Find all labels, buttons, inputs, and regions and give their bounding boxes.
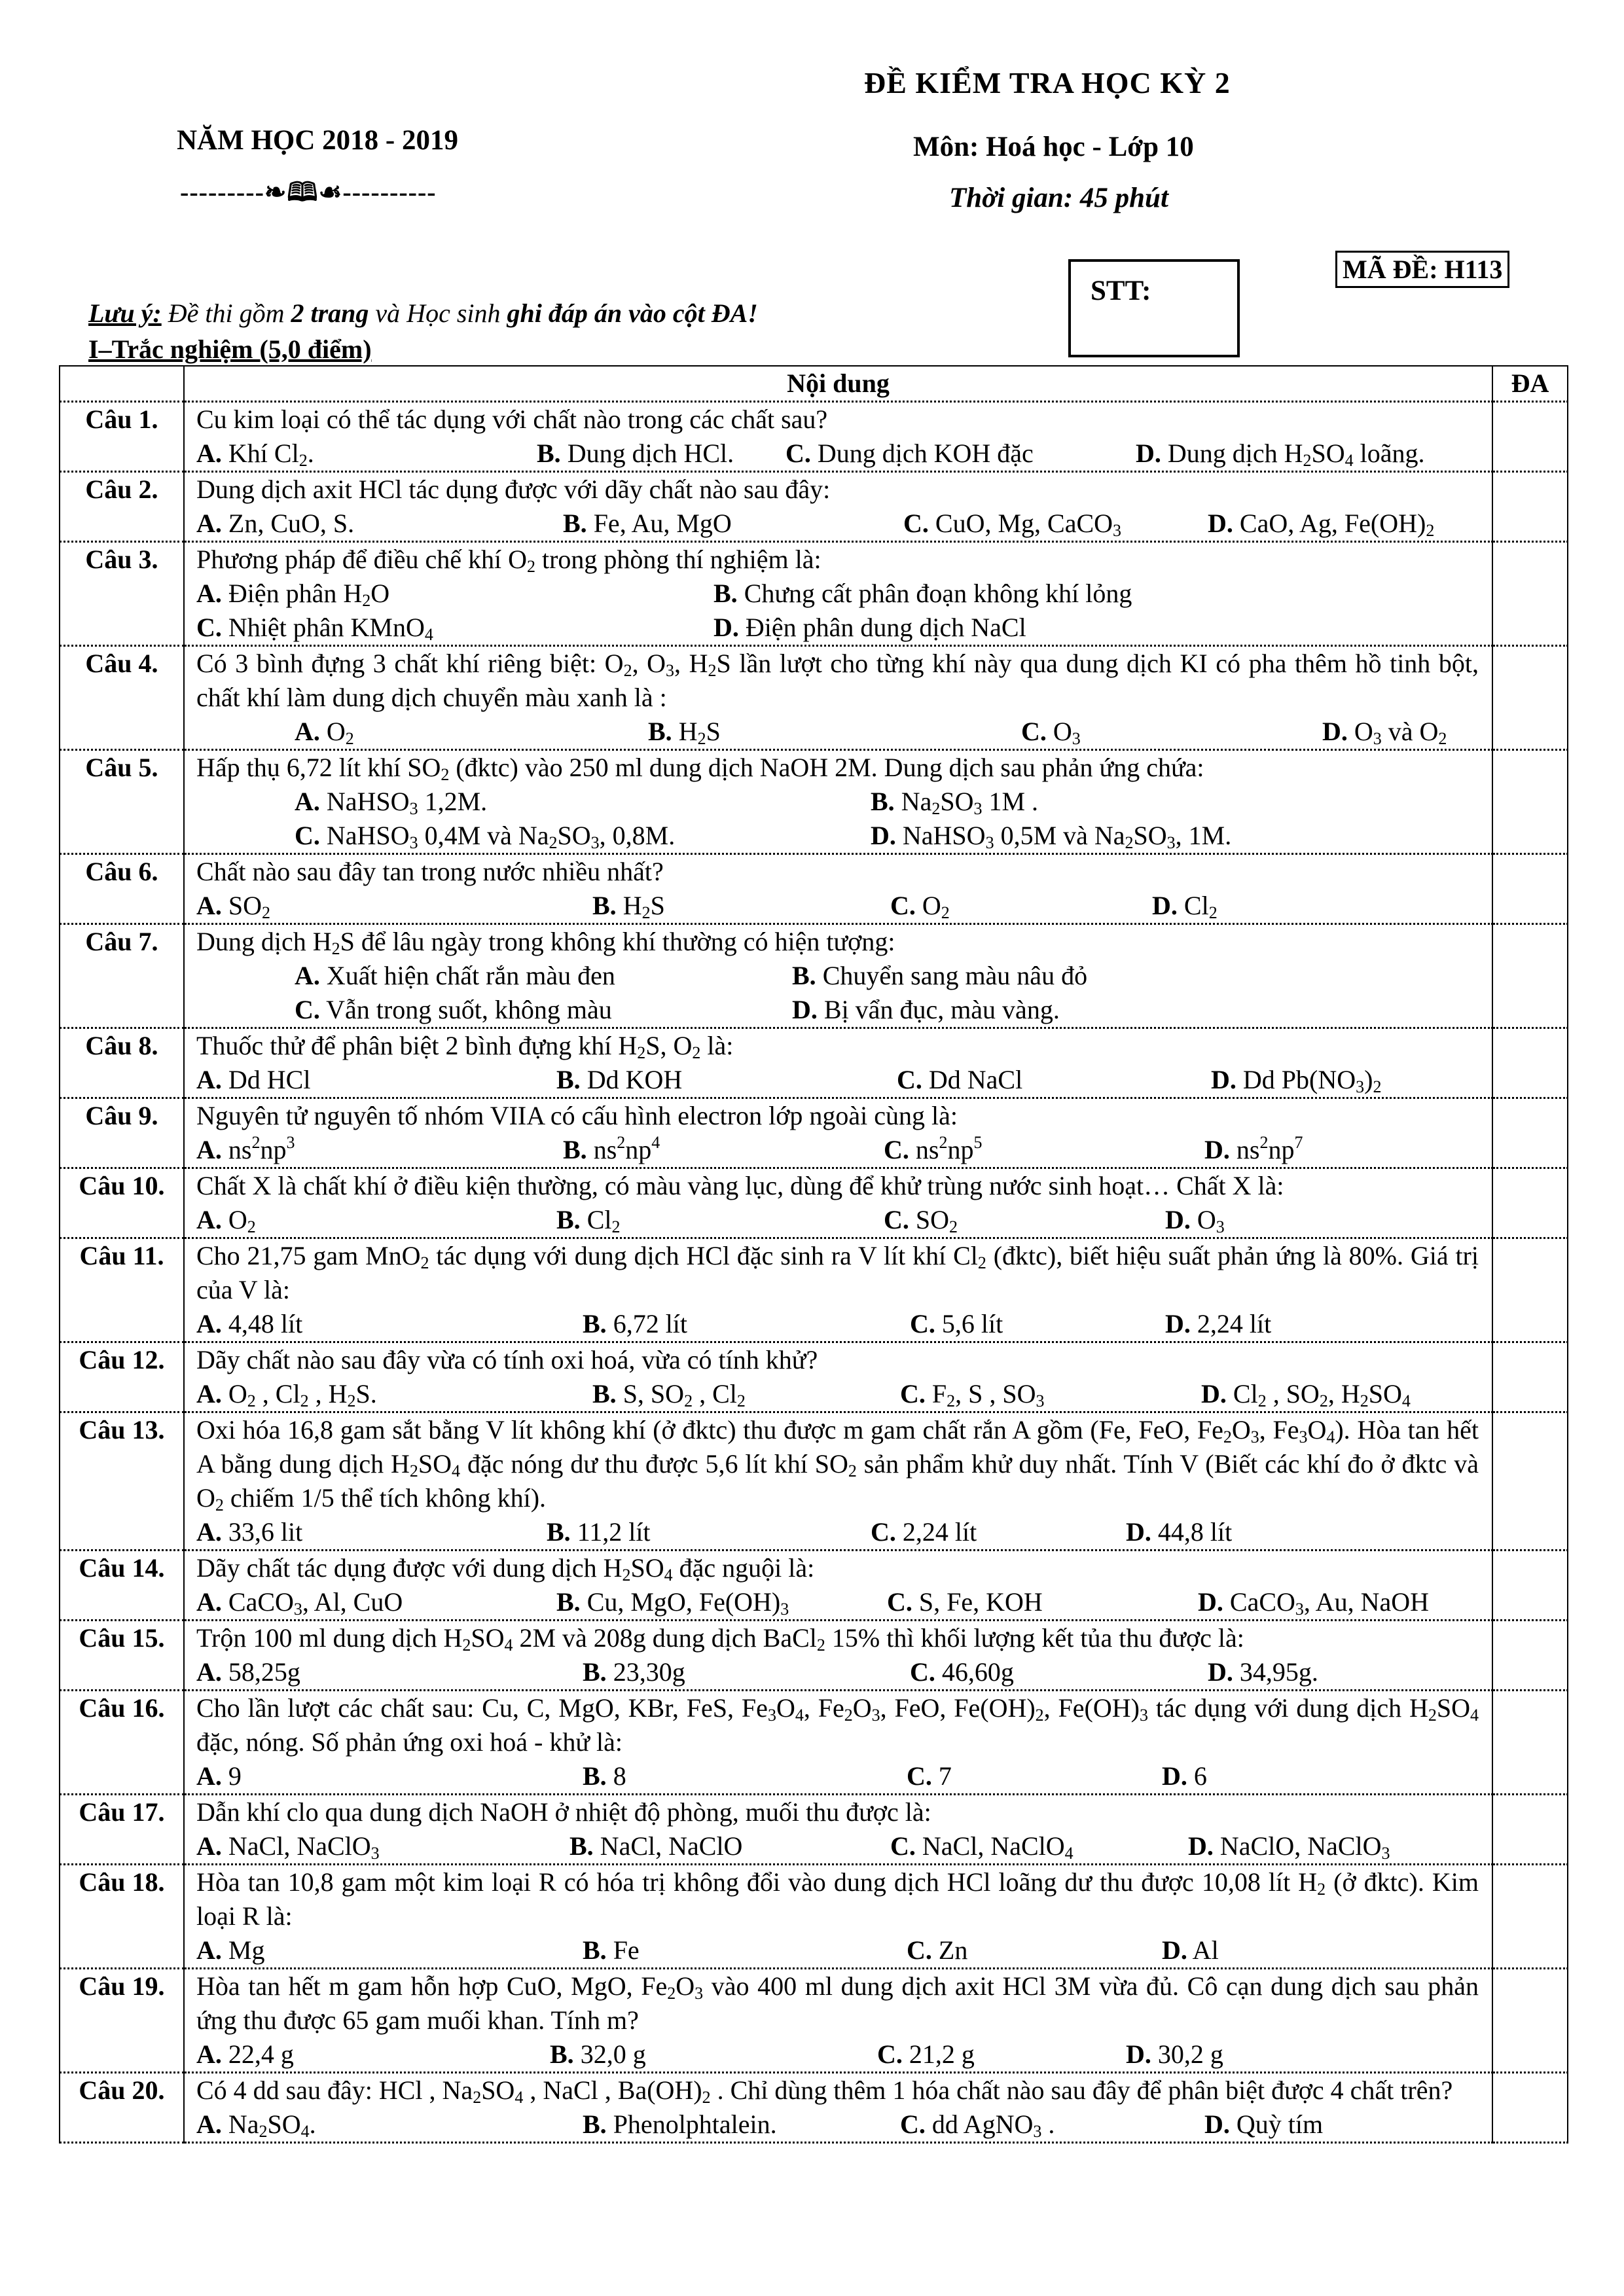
answer-option: C. $ns^2np^5$ [884,1133,983,1164]
answer-option: D. $ns^2np^7$ [1204,1133,1303,1164]
answer-option: B. Phenolphtalein. [583,2109,777,2139]
answer-option: D. Bị vẩn đục, màu vàng. [792,995,1060,1024]
answer-option: C. $O_3$ [1021,717,1081,748]
answer-option: C. 21,2 g [877,2039,975,2069]
answer-option: A. NaHSO$_3$ 1,2M. [295,787,488,818]
question-stem: Cu kim loại có thể tác dụng với chất nào trong các chất sau? [196,404,828,434]
answer-cell[interactable] [1492,854,1568,924]
question-stem: Chất X là chất khí ở điều kiện thường, có màu vàng lục, dùng để khử trùng nước sinh hoạt… Chất X là: [196,1171,1284,1200]
question-content [184,1098,1492,1168]
exam-subject: Môn: Hoá học - Lớp 10 [913,132,1194,162]
options-line [196,1655,1492,1689]
answer-option: A. $O_2$ [196,1205,256,1236]
options-line [196,1829,1492,1863]
question-content [184,1168,1492,1238]
answer-option: D. NaClO, NaClO$_3$ [1188,1831,1390,1863]
question-row [60,1969,1568,2073]
question-number: Câu 6. [60,854,184,924]
answer-option: A. Zn, CuO, S. [196,509,355,538]
options-line [196,437,1492,471]
exam-code: MÃ ĐỀ: H113 [1335,251,1509,288]
answer-cell[interactable] [1492,924,1568,1028]
answer-option: C. Nhiệt phân KMnO$_4$ [196,613,433,644]
question-row [60,1865,1568,1969]
question-content [184,1551,1492,1621]
answer-option: A. Dd HCl [196,1065,311,1094]
answer-cell[interactable] [1492,1098,1568,1168]
question-content [184,924,1492,1028]
options-line [196,577,1492,611]
answer-option: A. $ns^2np^3$ [196,1133,295,1164]
question-stem: Cho lần lượt các chất sau: Cu, C, MgO, KBr, FeS, $Fe_3O_4$, $Fe_2O_3$, FeO, $Fe(OH)_2$, $Fe(OH)_3$ tác dụng với dung dịch $H_2SO_4$ đặc, nóng. Số phản ứng oxi hoá - khử là: [196,1693,1479,1757]
answer-option: B. Dung dịch HCl. [537,439,734,468]
answer-option: B. 11,2 lít [547,1517,651,1547]
answer-option: A. 9 [196,1761,242,1791]
options-line [196,1515,1492,1549]
question-row [60,1342,1568,1412]
answer-option: C. NaHSO$_3$ 0,4M và $Na_2SO_3$, 0,8M. [295,821,676,852]
answer-option: A. 22,4 g [196,2039,294,2069]
answer-option: A. Mg [196,1935,265,1965]
question-stem: Có 4 dd sau đây: HCl , $Na_2SO_4$ , NaCl , $Ba(OH)_2$ . Chỉ dùng thêm 1 hóa chất nào sau đây để phân biệt được 4 chất trên? [196,2075,1453,2107]
options-line [196,1377,1492,1411]
note-bold-2: ghi đáp án vào cột ĐA! [507,298,758,328]
question-number: Câu 1. [60,402,184,472]
answer-cell[interactable] [1492,2073,1568,2143]
answer-option: C. 5,6 lít [910,1309,1003,1338]
question-content [184,1342,1492,1412]
answer-option: B. $ns^2np^4$ [563,1133,660,1164]
question-stem: Dung dịch axit HCl tác dụng được với dãy chất nào sau đây: [196,475,831,504]
question-number: Câu 18. [60,1865,184,1969]
answer-option: D. Dd $Pb(NO_3)_2$ [1211,1065,1382,1096]
answer-cell[interactable] [1492,646,1568,750]
options-line [196,1759,1492,1793]
answer-option: C. $SO_2$ [884,1205,958,1236]
question-number: Câu 20. [60,2073,184,2143]
answer-option: C. CuO, Mg, CaCO$_3$ [903,509,1122,540]
note-bold-1: 2 trang [291,298,369,328]
answer-option: D. CaO, Ag, $Fe(OH)_2$ [1208,509,1435,540]
question-content [184,1795,1492,1865]
answer-cell[interactable] [1492,1412,1568,1551]
answer-option: D. 34,95g. [1208,1657,1318,1687]
options-line [196,611,1492,645]
answer-option: B. Chưng cất phân đoạn không khí lỏng [713,579,1132,608]
question-stem: Hòa tan 10,8 gam một kim loại R có hóa trị không đổi vào dung dịch HCl loãng dư thu được 10,08 lít $H_2$ (ở đktc). Kim loại R là: [196,1867,1479,1931]
answer-option: C. 7 [907,1761,952,1791]
answer-option: A. 4,48 lít [196,1309,303,1338]
answer-option: C. $O_2$ [890,891,950,922]
stt-box[interactable] [1068,259,1240,357]
question-number: Câu 19. [60,1969,184,2073]
answer-option: A. $O_2$ [295,717,354,748]
options-line [196,1933,1492,1967]
question-content [184,646,1492,750]
options-line [196,1063,1492,1097]
answer-option: C. S, Fe, KOH [887,1587,1043,1617]
answer-option: D. $Cl_2$ [1152,891,1218,922]
question-content [184,2073,1492,2143]
answer-option: C. dd AgNO$_3$ . [900,2109,1055,2141]
answer-option: C. NaCl, NaClO$_4$ [890,1831,1074,1863]
answer-option: C. Vẫn trong suốt, không màu [295,995,612,1024]
question-content [184,472,1492,542]
answer-option: B. Fe, Au, MgO [563,509,732,538]
answer-option: D. 2,24 lít [1165,1309,1272,1338]
answer-option: A. Điện phân $H_2O$ [196,579,390,610]
question-number: Câu 12. [60,1342,184,1412]
question-content [184,1412,1492,1551]
answer-cell[interactable] [1492,1795,1568,1865]
question-content [184,402,1492,472]
question-row [60,1691,1568,1795]
exam-title: ĐỀ KIỂM TRA HỌC KỲ 2 [864,66,1231,99]
options-line [196,2108,1492,2142]
question-stem: Thuốc thử để phân biệt 2 bình đựng khí $H_2S$, $O_2$ là: [196,1031,734,1062]
questions-body [60,402,1568,2143]
exam-time: Thời gian: 45 phút [949,183,1168,213]
options-line [196,819,1492,853]
answer-option: A. 58,25g [196,1657,300,1687]
answer-option: B. 23,30g [583,1657,685,1687]
question-stem: Trộn 100 ml dung dịch $H_2SO_4$ 2M và 208g dung dịch BaCl$_2$ 15% thì khối lượng kết tủa thu được là: [196,1623,1244,1655]
question-stem: Phương pháp để điều chế khí $O_2$ trong phòng thí nghiệm là: [196,545,821,576]
options-line [196,959,1492,993]
answer-option: B. 8 [583,1761,626,1791]
questions-table [59,365,1568,2144]
question-stem: Dẫn khí clo qua dung dịch NaOH ở nhiệt độ phòng, muối thu được là: [196,1797,931,1827]
question-row [60,1621,1568,1691]
question-number: Câu 8. [60,1028,184,1098]
answer-option: C. $F_2$, S , $SO_3$ [900,1379,1045,1410]
answer-cell[interactable] [1492,472,1568,542]
answer-cell[interactable] [1492,1865,1568,1969]
options-line [196,1133,1492,1167]
note-prefix: Lưu ý: [88,298,162,328]
question-number: Câu 10. [60,1168,184,1238]
options-line [196,507,1492,541]
answer-option: A. Khí $Cl_2$. [196,439,314,470]
question-row [60,2073,1568,2143]
answer-option: C. 2,24 lít [871,1517,977,1547]
answer-option: B. $Na_2SO_3$ 1M . [871,787,1039,818]
question-stem: Dung dịch $H_2S$ để lâu ngày trong không khí thường có hiện tượng: [196,927,895,958]
answer-cell[interactable] [1492,750,1568,854]
question-stem: Nguyên tử nguyên tố nhóm VIIA có cấu hình electron lớp ngoài cùng là: [196,1101,958,1130]
question-row [60,1028,1568,1098]
answer-cell[interactable] [1492,1621,1568,1691]
question-row [60,1412,1568,1551]
question-row [60,646,1568,750]
stt-label: STT: [1091,276,1151,306]
exam-note [88,298,758,329]
answer-option: A. NaCl, NaClO$_3$ [196,1831,380,1863]
answer-option: A. CaCO$_3$, Al, CuO [196,1587,403,1619]
answer-cell[interactable] [1492,402,1568,472]
question-content [184,1238,1492,1342]
answer-cell[interactable] [1492,1969,1568,2073]
question-stem: Dãy chất nào sau đây vừa có tính oxi hoá, vừa có tính khử? [196,1345,818,1374]
question-content [184,542,1492,646]
answer-option: B. $Cl_2$ [556,1205,621,1236]
question-row [60,542,1568,646]
section-title: I–Trắc nghiệm (5,0 điểm) [88,334,372,364]
question-number: Câu 7. [60,924,184,1028]
answer-option: B. S, $SO_2$ , $Cl_2$ [592,1379,746,1410]
answer-option: C. Dung dịch KOH đặc [785,439,1034,468]
answer-option: D. $Cl_2$ , $SO_2$, $H_2SO_4$ [1201,1379,1411,1410]
question-row [60,750,1568,854]
question-number: Câu 13. [60,1412,184,1551]
answer-option: D. Điện phân dung dịch NaCl [713,613,1026,642]
question-number: Câu 15. [60,1621,184,1691]
options-line [196,1585,1492,1619]
question-row [60,854,1568,924]
answer-cell[interactable] [1492,1551,1568,1621]
answer-option: D. Quỳ tím [1204,2109,1324,2139]
header-answer: ĐA [1492,366,1568,402]
question-number: Câu 2. [60,472,184,542]
question-content [184,1865,1492,1969]
answer-option: D. $O_3$ và $O_2$ [1322,717,1447,748]
answer-option: B. $H_2S$ [592,891,665,922]
answer-option: A. $SO_2$ [196,891,271,922]
answer-cell[interactable] [1492,1168,1568,1238]
question-number: Câu 16. [60,1691,184,1795]
question-stem: Hấp thụ 6,72 lít khí $SO_2$ (đktc) vào 250 ml dung dịch NaOH 2M. Dung dịch sau phản ứng chứa: [196,753,1204,784]
answer-option: B. Dd KOH [556,1065,683,1094]
header-empty [60,366,184,402]
answer-option: A. $O_2$ , $Cl_2$ , $H_2S$. [196,1379,377,1410]
answer-option: B. NaCl, NaClO [569,1831,743,1861]
answer-cell[interactable] [1492,542,1568,646]
answer-option: D. Dung dịch $H_2SO_4$ loãng. [1136,439,1425,470]
question-content [184,1028,1492,1098]
question-content [184,1691,1492,1795]
question-number: Câu 17. [60,1795,184,1865]
question-content [184,854,1492,924]
question-stem: Cho 21,75 gam MnO$_2$ tác dụng với dung dịch HCl đặc sinh ra V lít khí $Cl_2$ (đktc), biết hiệu suất phản ứng là 80%. Giá trị của V là: [196,1241,1479,1304]
answer-option: B. Cu, MgO, $Fe(OH)_3$ [556,1587,789,1619]
answer-cell[interactable] [1492,1238,1568,1342]
options-line [196,1203,1492,1237]
question-row [60,1098,1568,1168]
question-number: Câu 9. [60,1098,184,1168]
options-line [196,785,1492,819]
question-stem: Dãy chất tác dụng được với dung dịch $H_2SO_4$ đặc nguội là: [196,1553,815,1585]
question-number: Câu 14. [60,1551,184,1621]
header-content: Nội dung [184,366,1492,402]
question-number: Câu 5. [60,750,184,854]
question-content [184,1621,1492,1691]
note-text-2: và Học sinh [369,298,507,328]
answer-option: D. 30,2 g [1126,2039,1223,2069]
answer-option: A. $Na_2SO_4$. [196,2109,316,2141]
answer-option: B. $H_2S$ [648,717,721,748]
answer-option: B. 6,72 lít [583,1309,688,1338]
answer-option: C. Zn [907,1935,968,1965]
options-line [196,1307,1492,1341]
answer-option: A. 33,6 lit [196,1517,303,1547]
question-row [60,1795,1568,1865]
note-text-1: Đề thi gồm [161,298,291,328]
answer-option: D. NaHSO$_3$ 0,5M và $Na_2SO_3$, 1M. [871,821,1232,852]
table-header-row [60,366,1568,402]
question-row [60,1168,1568,1238]
answer-option: D. 44,8 lít [1126,1517,1233,1547]
question-stem: Có 3 bình đựng 3 chất khí riêng biệt: $O_2$, $O_3$, $H_2S$ lần lượt cho từng khí này qua dung dịch KI có pha thêm hồ tinh bột, chất khí làm dung dịch chuyển màu xanh là : [196,649,1479,712]
question-content [184,1969,1492,2073]
answer-option: D. 6 [1162,1761,1207,1791]
question-number: Câu 11. [60,1238,184,1342]
answer-cell[interactable] [1492,1691,1568,1795]
answer-option: D. $O_3$ [1165,1205,1225,1236]
answer-option: C. 46,60g [910,1657,1014,1687]
question-row [60,472,1568,542]
options-line [196,889,1492,923]
ornament-divider: ---------❧🕮☙---------- [180,177,437,207]
question-number: Câu 4. [60,646,184,750]
question-content [184,750,1492,854]
answer-option: C. Dd NaCl [897,1065,1023,1094]
question-row [60,1551,1568,1621]
options-line [196,2037,1492,2072]
answer-option: B. 32,0 g [550,2039,646,2069]
question-row [60,924,1568,1028]
answer-cell[interactable] [1492,1342,1568,1412]
options-line [196,993,1492,1027]
answer-cell[interactable] [1492,1028,1568,1098]
answer-option: A. Xuất hiện chất rắn màu đen [295,961,615,990]
answer-option: D. CaCO$_3$, Au, NaOH [1198,1587,1429,1619]
answer-option: B. Chuyển sang màu nâu đỏ [792,961,1088,990]
question-stem: Hòa tan hết m gam hỗn hợp CuO, MgO, $Fe_2O_3$ vào 400 ml dung dịch axit HCl 3M vừa đủ. Cô cạn dung dịch sau phản ứng thu được 65 gam muối khan. Tính m? [196,1971,1479,2035]
question-number: Câu 3. [60,542,184,646]
answer-option: B. Fe [583,1935,640,1965]
question-row [60,1238,1568,1342]
school-year: NĂM HỌC 2018 - 2019 [177,125,458,156]
question-row [60,402,1568,472]
question-stem: Oxi hóa 16,8 gam sắt bằng V lít không khí (ở đktc) thu được m gam chất rắn A gồm (Fe, FeO, $Fe_2O_3$, $Fe_3O_4$). Hòa tan hết A bằng dung dịch $H_2SO_4$ đặc nóng dư thu được 5,6 lít khí $SO_2$ sản phẩm khử duy nhất. Tính V (Biết các khí đo ở đktc và $O_2$ chiếm 1/5 thể tích không khí). [196,1415,1479,1515]
answer-option: D. Al [1162,1935,1219,1965]
question-stem: Chất nào sau đây tan trong nước nhiều nhất? [196,857,664,886]
options-line [196,715,1492,749]
